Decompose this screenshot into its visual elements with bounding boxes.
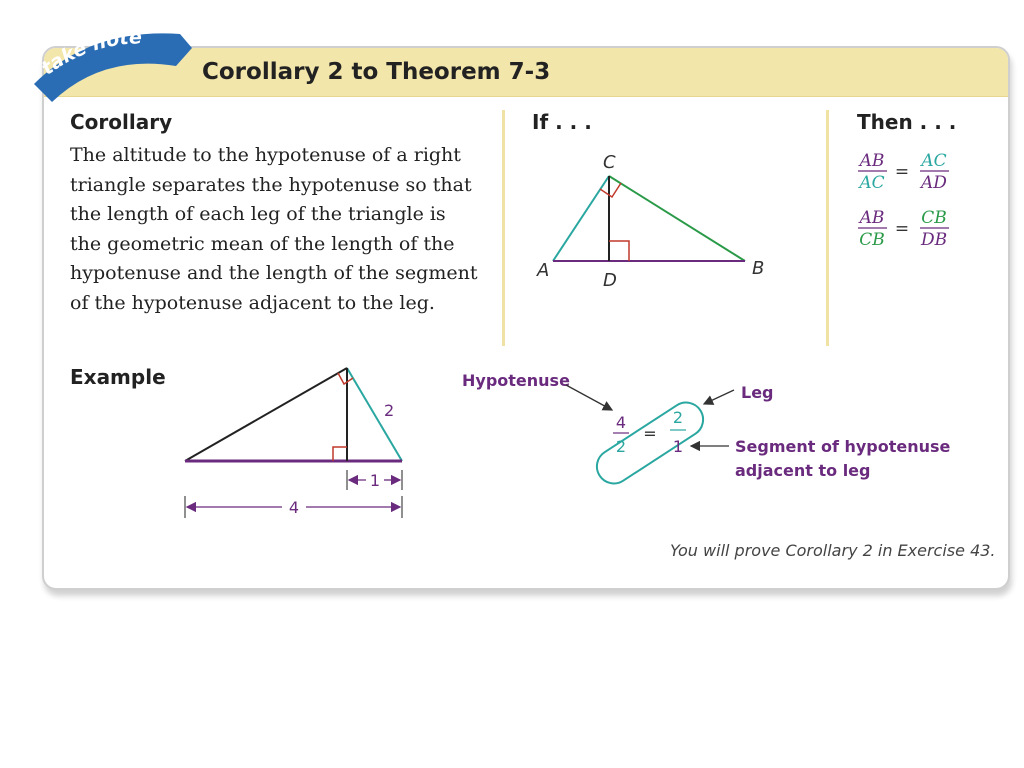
then-proportion-1 bbox=[857, 151, 949, 193]
corollary-line: hypotenuse and the length of the segment bbox=[70, 262, 478, 285]
eq1-num-left: AB bbox=[859, 151, 885, 171]
callout-leg: Leg bbox=[741, 383, 774, 402]
example-long-leg bbox=[185, 368, 347, 461]
example-segment-label: 1 bbox=[369, 471, 381, 490]
prop-num-right: 2 bbox=[672, 408, 684, 427]
corollary-line: of the hypotenuse adjacent to the leg. bbox=[70, 291, 435, 314]
prop-den-left: 2 bbox=[615, 437, 627, 456]
corollary-heading: Corollary bbox=[70, 110, 173, 134]
label-a: A bbox=[537, 260, 550, 281]
eq1-den-right: AD bbox=[921, 173, 947, 193]
badge-text: take note bbox=[37, 26, 143, 80]
example-proportion bbox=[462, 371, 951, 490]
callout-segment-line2: adjacent to leg bbox=[735, 461, 871, 480]
example-hypotenuse-label: 4 bbox=[288, 498, 300, 517]
corollary-line: triangle separates the hypotenuse so that bbox=[70, 173, 472, 196]
card-title: Corollary 2 to Theorem 7-3 bbox=[202, 59, 551, 85]
eq1-num-right: AC bbox=[921, 151, 947, 171]
prop-den-right: 1 bbox=[672, 437, 684, 456]
label-b: B bbox=[752, 258, 765, 279]
corollary-line: The altitude to the hypotenuse of a right bbox=[70, 144, 461, 166]
example-right-angle-foot bbox=[333, 447, 347, 461]
label-d: D bbox=[603, 270, 617, 291]
callout-hypotenuse-arrow bbox=[566, 385, 612, 410]
eq2-num-right: CB bbox=[921, 208, 947, 228]
callout-leg-arrow bbox=[704, 390, 734, 404]
prop-num-left: 4 bbox=[615, 413, 627, 432]
corollary-line: the geometric mean of the length of the bbox=[70, 232, 455, 255]
example-heading: Example bbox=[70, 365, 166, 389]
eq2-equals: = bbox=[894, 219, 910, 239]
if-heading: If . . . bbox=[532, 110, 592, 134]
then-proportion-2 bbox=[858, 208, 949, 250]
prop-equals: = bbox=[643, 424, 657, 443]
leg-oval bbox=[590, 396, 709, 490]
label-c: C bbox=[603, 152, 616, 173]
corollary-line: the length of each leg of the triangle is bbox=[70, 203, 446, 226]
right-angle-d bbox=[609, 241, 629, 261]
eq2-den-left: CB bbox=[859, 230, 885, 250]
callout-hypotenuse: Hypotenuse bbox=[462, 371, 570, 390]
example-triangle bbox=[185, 368, 402, 518]
eq1-den-left: AC bbox=[859, 173, 885, 193]
callout-segment-line1: Segment of hypotenuse bbox=[735, 437, 951, 456]
eq2-num-left: AB bbox=[859, 208, 885, 228]
if-triangle bbox=[536, 152, 764, 291]
eq1-equals: = bbox=[894, 162, 910, 182]
footer-note: You will prove Corollary 2 in Exercise 43. bbox=[670, 541, 996, 560]
then-heading: Then . . . bbox=[857, 110, 957, 134]
eq2-den-right: DB bbox=[920, 230, 948, 250]
example-leg-label: 2 bbox=[384, 401, 395, 420]
